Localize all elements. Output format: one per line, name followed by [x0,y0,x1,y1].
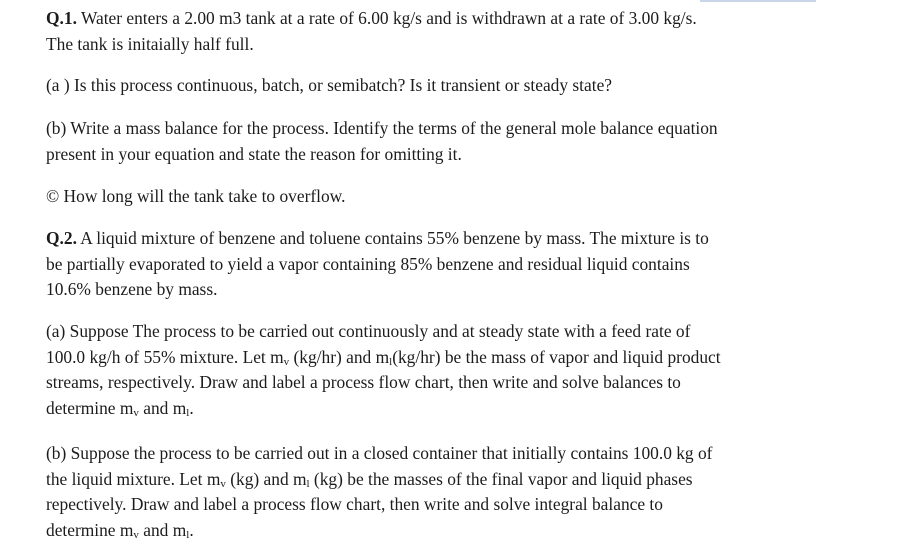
q2-part-a-line-3: streams, respectively. Draw and label a process flow chart, then write and solve balances to [46,372,681,393]
q2-part-b-line-2-text-3: (kg) be the masses of the final vapor and liquid phases [309,468,693,489]
q2-part-b-line-3: repectively. Draw and label a process flow chart, then write and solve integral balance to [46,494,663,515]
q2-part-a-line-2-sub-1: v [283,355,290,368]
q1-number: Q.1. [46,8,77,28]
q1-text-1: Water enters a 2.00 m3 tank at a rate of 6.00 kg/s and is withdrawn at a rate of 3.00 kg/s. [76,8,697,28]
q1-line-2: The tank is initaially half full. [46,33,254,54]
q2-part-b-line-2-sub-1: v [220,477,226,490]
q2-part-a-line-4-text-1: determine m [46,397,134,418]
q1-part-b [46,116,836,167]
q2-part-a-line-4-sub-1: v [133,406,139,419]
q2-statement [46,226,836,303]
q2-part-a-line-2-text-2: (kg/hr) and m [289,346,390,367]
q2-part-a [46,319,836,421]
q1-part-a [46,73,836,99]
q1-part-b-line-2: present in your equation and state the reason for omitting it. [46,143,462,164]
q2-part-a-line-2-text-1: 100.0 kg/h of 55% mixture. Let m [46,346,284,367]
q2-text-1: A liquid mixture of benzene and toluene contains 55% benzene by mass. The mixture is to [76,228,709,248]
q1-part-b-line-1: (b) Write a mass balance for the process. Identify the terms of the general mole balance equation [46,118,718,138]
q2-part-a-line-4 [46,396,836,422]
q2-part-a-line-4-text-3: . [189,397,194,418]
q2-line-1 [46,226,836,252]
q2-part-a-line-4-sub-2: l [186,406,190,419]
q2-part-b-line-2 [46,467,836,493]
q2-line-2: be partially evaporated to yield a vapor containing 85% benzene and residual liquid contains [46,253,690,274]
q2-part-b-line-4-text-2: and m [138,519,187,540]
q2-part-b-line-2-sub-2: l [306,477,310,490]
q2-part-b-line-4-text-3: . [189,519,194,540]
q2-part-b-line-1: (b) Suppose the process to be carried out in a closed container that initially contains 100.0 kg of [46,443,713,463]
q1-part-a-line: (a ) Is this process continuous, batch, or semibatch? Is it transient or steady state? [46,75,613,95]
top-divider [700,0,816,2]
q2-part-b-line-2-text-2: (kg) and m [225,468,307,489]
q2-part-a-line-2-text-3: (kg/hr) be the mass of vapor and liquid product [392,346,721,367]
q2-part-a-line-1: (a) Suppose The process to be carried out continuously and at steady state with a feed rate of [46,321,691,341]
q2-line-3: 10.6% benzene by mass. [46,279,218,300]
q1-part-c-line: © How long will the tank take to overflow. [46,186,346,206]
q2-part-b-line-4 [46,518,836,544]
q2-part-a-line-4-text-2: and m [138,397,187,418]
q2-number: Q.2. [46,228,77,248]
q1-statement [46,6,836,57]
q2-part-b-line-4-sub-1: v [133,528,139,541]
q2-part-b-line-4-sub-2: l [186,528,190,541]
q2-part-b-line-2-text-1: the liquid mixture. Let m [46,468,221,489]
q2-part-a-line-2-sub-2: l [389,355,393,368]
q2-part-b [46,441,836,543]
q1-part-c [46,184,836,210]
q1-line-1 [46,6,836,32]
q2-part-a-line-2 [46,345,836,371]
q2-part-b-line-4-text-1: determine m [46,519,134,540]
